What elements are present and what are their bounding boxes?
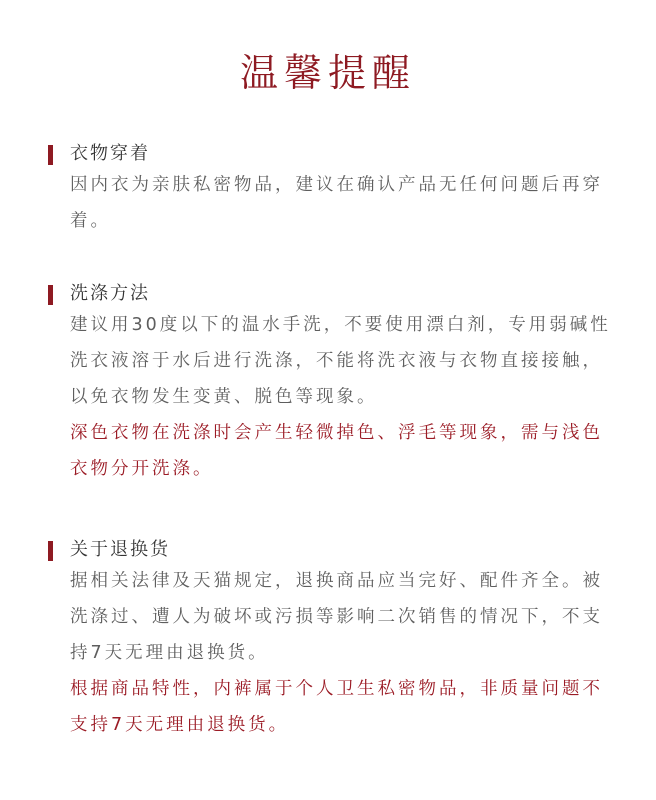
body-paragraph: 据相关法律及天猫规定，退换商品应当完好、配件齐全。被洗涤过、遭人为破坏或污损等影响二次销售的情况下，不支持7天无理由退换货。 (70, 571, 603, 663)
page-title: 温馨提醒 (239, 51, 416, 95)
heading-bar-marker (48, 145, 53, 165)
highlight-paragraph: 深色衣物在洗涤时会产生轻微掉色、浮毛等现象，需与浅色衣物分开洗涤。 (70, 423, 603, 479)
body-paragraph: 因内衣为亲肤私密物品，建议在确认产品无任何问题后再穿着。 (70, 175, 603, 231)
heading-text: 洗涤方法 (70, 283, 150, 304)
section-heading (48, 537, 618, 563)
section-returns-exchanges (48, 537, 618, 743)
body-paragraph: 建议用30度以下的温水手洗，不要使用漂白剂，专用弱碱性洗衣液溶于水后进行洗涤，不能将洗衣液与衣物直接接触，以免衣物发生变黄、脱色等现象。 (70, 315, 611, 407)
heading-bar-marker (48, 541, 53, 561)
section-washing-method (48, 281, 618, 487)
heading-text: 关于退换货 (70, 539, 170, 560)
section-heading (48, 281, 618, 307)
heading-text: 衣物穿着 (70, 143, 150, 164)
section-clothing-wear (48, 141, 618, 239)
heading-bar-marker (48, 285, 53, 305)
highlight-paragraph: 根据商品特性，内裤属于个人卫生私密物品，非质量问题不支持7天无理由退换货。 (70, 679, 603, 735)
section-heading (48, 141, 618, 167)
